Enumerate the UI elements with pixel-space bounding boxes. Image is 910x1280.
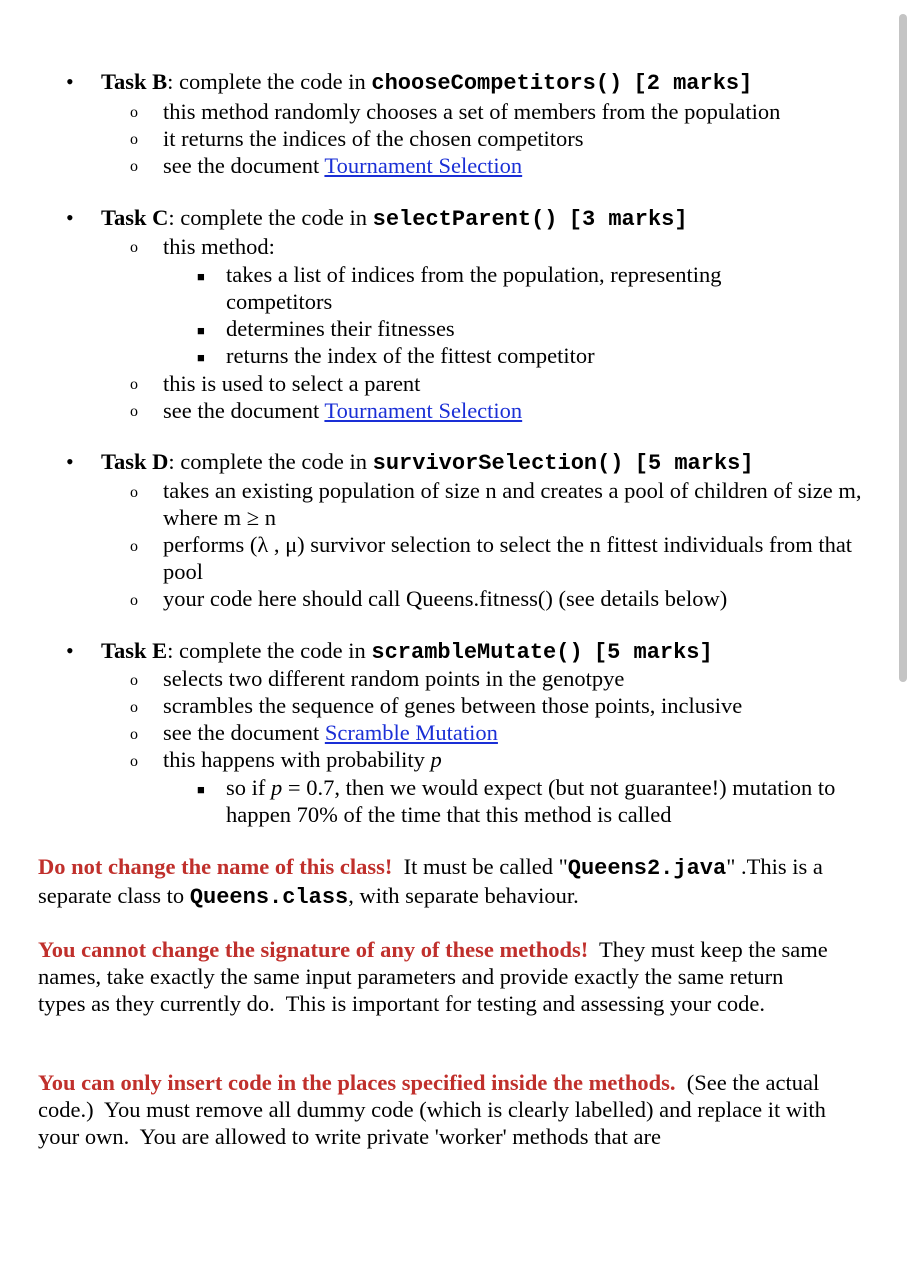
bullet: • (66, 449, 74, 474)
circle-bullet: o (130, 538, 138, 555)
sub-list-item: determines their fitnesses (226, 316, 455, 341)
circle-bullet: o (130, 672, 138, 689)
probability-symbol: p (271, 775, 283, 800)
marks: [5 marks] (593, 640, 713, 665)
list-item (163, 719, 498, 746)
square-bullet: ■ (197, 323, 205, 338)
list-item (163, 152, 522, 179)
list-item-text: see the document (163, 153, 325, 178)
square-bullet: ■ (197, 269, 205, 284)
task-heading (101, 204, 688, 233)
filename-code: Queens2.java (567, 856, 727, 881)
method-name: selectParent() (372, 207, 558, 232)
task-heading (101, 68, 752, 97)
classname-code: Queens.class (189, 885, 349, 910)
code-insertion-notice (38, 1069, 850, 1150)
list-item (163, 397, 522, 424)
task-label: Task E (101, 638, 168, 663)
scramble-mutation-link[interactable]: Scramble Mutation (324, 720, 498, 745)
circle-bullet: o (130, 376, 138, 393)
task-heading (101, 448, 754, 477)
bullet: • (66, 638, 74, 663)
circle-bullet: o (130, 484, 138, 501)
sub-list-item: returns the index of the fittest competitor (226, 343, 595, 368)
list-item: your code here should call Queens.fitness() (see details below) (163, 586, 728, 611)
body-text: They must keep the same names, take exactly the same input parameters and provide exactly the same return types as they currently do. This is important for testing and assessing your code. (38, 937, 834, 1016)
probability-symbol: p (430, 747, 442, 772)
scrollbar-thumb[interactable] (899, 14, 907, 682)
warning-text: Do not change the name of this class! (38, 854, 393, 879)
warning-text: You can only insert code in the places specified inside the methods. (38, 1070, 676, 1095)
list-item: performs (λ , μ) survivor selection to select the n fittest individuals from that pool (163, 532, 853, 584)
method-name: scrambleMutate() (371, 640, 583, 665)
warning-text: You cannot change the signature of any of these methods! (38, 937, 589, 962)
task-intro: : complete the code in (167, 69, 372, 94)
list-item: scrambles the sequence of genes between those points, inclusive (163, 693, 743, 718)
task-intro: : complete the code in (168, 205, 373, 230)
sub-list-item: takes a list of indices from the population, representing competitors (226, 262, 722, 314)
list-item-text: see the document (163, 720, 325, 745)
class-name-notice (38, 853, 868, 911)
list-item: selects two different random points in the genotpye (163, 666, 625, 691)
sub-text: = 0.7, then we would expect (but not guarantee!) mutation to happen 70% of the time that this method is called (226, 775, 836, 827)
signature-notice (38, 936, 834, 1017)
square-bullet: ■ (197, 782, 205, 797)
list-item: it returns the indices of the chosen competitors (163, 126, 584, 151)
circle-bullet: o (130, 592, 138, 609)
list-item (163, 746, 442, 773)
square-bullet: ■ (197, 350, 205, 365)
bullet: • (66, 205, 74, 230)
bullet: • (66, 69, 74, 94)
body-text: , with separate behaviour. (348, 883, 579, 908)
circle-bullet: o (130, 753, 138, 770)
circle-bullet: o (130, 726, 138, 743)
marks: [3 marks] (568, 207, 688, 232)
circle-bullet: o (130, 131, 138, 148)
marks: [2 marks] (633, 71, 753, 96)
sub-list-item (226, 774, 856, 828)
body-text: (See the actual code.) You must remove all dummy code (which is clearly labelled) and replace it with your own. You are allowed to write private 'worker' methods that are (38, 1070, 832, 1149)
task-intro: : complete the code in (168, 449, 373, 474)
task-label: Task B (101, 69, 168, 94)
list-item: this is used to select a parent (163, 371, 421, 396)
circle-bullet: o (130, 239, 138, 256)
task-label: Task C (101, 205, 169, 230)
task-heading (101, 637, 713, 666)
marks: [5 marks] (634, 451, 754, 476)
list-item-text: this happens with probability (163, 747, 431, 772)
list-item: takes an existing population of size n and creates a pool of children of size m, where m ≥ n (163, 478, 862, 530)
method-name: survivorSelection() (372, 451, 624, 476)
circle-bullet: o (130, 403, 138, 420)
task-label: Task D (101, 449, 169, 474)
body-text: " .This is a separate class to (38, 854, 823, 908)
task-intro: : complete the code in (167, 638, 372, 663)
tournament-selection-link[interactable]: Tournament Selection (324, 398, 523, 423)
list-item-text: see the document (163, 398, 325, 423)
body-text: It must be called " (392, 854, 568, 879)
list-item: this method: (163, 234, 275, 259)
tournament-selection-link[interactable]: Tournament Selection (324, 153, 523, 178)
circle-bullet: o (130, 158, 138, 175)
method-name: chooseCompetitors() (371, 71, 623, 96)
sub-text: so if (226, 775, 271, 800)
circle-bullet: o (130, 699, 138, 716)
circle-bullet: o (130, 104, 138, 121)
scrollbar-track[interactable] (896, 0, 910, 1280)
list-item: this method randomly chooses a set of members from the population (163, 99, 781, 124)
